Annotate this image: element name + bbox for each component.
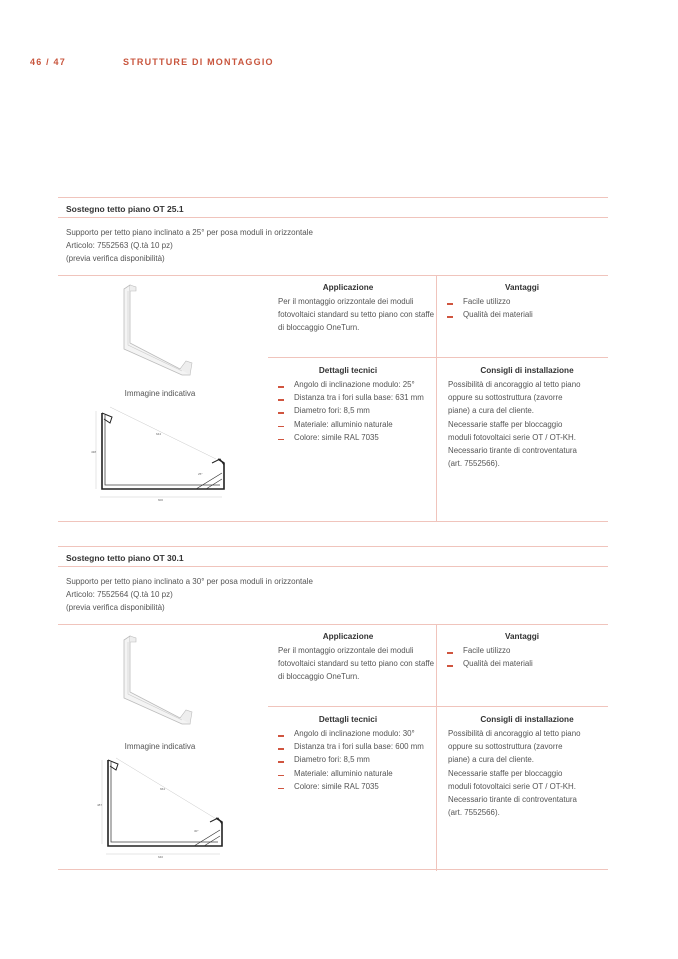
bullet-dash-icon xyxy=(278,386,284,388)
svg-text:487: 487 xyxy=(97,803,103,807)
product-photo xyxy=(116,283,206,378)
list-item xyxy=(278,780,424,793)
consigli-line: (art. 7552566). xyxy=(448,808,500,818)
dettagli-tecnici-title: Dettagli tecnici xyxy=(318,715,378,724)
vantaggi-list xyxy=(447,295,533,321)
list-item-text: Diametro fori: 8,5 mm xyxy=(294,755,370,765)
list-item xyxy=(278,767,424,780)
consigli-line: (art. 7552566). xyxy=(448,459,500,469)
list-item-text: Colore: simile RAL 7035 xyxy=(294,781,379,791)
page-numbers: 46 / 47 xyxy=(30,57,66,67)
list-item-text: Qualità dei materiali xyxy=(463,659,533,669)
vantaggi-title: Vantaggi xyxy=(504,632,540,641)
applicazione-text: Per il montaggio orizzontale dei moduli fotovoltaici standard su tetto piano con staffe di bloccaggio OneTurn. xyxy=(278,297,435,333)
article-number: Articolo: 7552564 (Q.tà 10 pz) xyxy=(66,590,173,599)
product-description xyxy=(66,575,313,614)
svg-text:644: 644 xyxy=(156,432,162,436)
applicazione-text: Per il montaggio orizzontale dei moduli fotovoltaici standard su tetto piano con staffe di bloccaggio OneTurn. xyxy=(278,646,435,682)
bullet-dash-icon xyxy=(278,439,284,441)
list-item xyxy=(447,657,533,670)
product-title: Sostegno tetto piano OT 30.1 xyxy=(66,553,184,563)
image-caption: Immagine indicativa xyxy=(124,742,196,751)
bullet-dash-icon xyxy=(447,665,453,667)
svg-text:25°: 25° xyxy=(198,472,203,476)
availability-note: (previa verifica disponibilità) xyxy=(66,603,165,612)
list-item xyxy=(447,308,533,321)
bullet-dash-icon xyxy=(278,412,284,414)
product-description xyxy=(66,226,313,265)
divider xyxy=(58,217,608,218)
consigli-line: piane) a cura del cliente. xyxy=(448,755,534,765)
consigli-text xyxy=(448,727,580,819)
list-item xyxy=(278,727,424,740)
dettagli-tecnici-list xyxy=(278,378,424,444)
list-item-text: Colore: simile RAL 7035 xyxy=(294,432,379,442)
list-item-text: Angolo di inclinazione modulo: 25° xyxy=(294,380,415,389)
divider xyxy=(58,197,608,198)
consigli-line: Necessarie staffe per bloccaggio xyxy=(448,419,563,429)
list-item xyxy=(278,378,424,391)
consigli-line: oppure su sottostruttura (zavorre xyxy=(448,742,563,752)
article-number: Articolo: 7552563 (Q.tà 10 pz) xyxy=(66,241,173,250)
consigli-title: Consigli di installazione xyxy=(480,366,574,375)
list-item xyxy=(447,295,533,308)
applicazione-title: Applicazione xyxy=(322,632,374,641)
list-item xyxy=(278,418,424,431)
list-item-text: Qualità dei materiali xyxy=(463,310,533,320)
list-item-text: Materiale: alluminio naturale xyxy=(294,419,393,429)
consigli-line: Necessarie staffe per bloccaggio xyxy=(448,768,563,778)
list-item-text: Distanza tra i fori sulla base: 631 mm xyxy=(294,393,424,403)
bullet-dash-icon xyxy=(278,426,284,428)
product-photo xyxy=(116,634,206,729)
bullet-dash-icon xyxy=(278,735,284,737)
divider xyxy=(58,566,608,567)
description-line: Supporto per tetto piano inclinato a 30° per posa moduli in orizzontale xyxy=(66,577,313,586)
consigli-line: moduli fotovoltaici serie OT / OT-KH. xyxy=(448,781,576,791)
image-caption: Immagine indicativa xyxy=(124,389,196,398)
list-item xyxy=(278,391,424,404)
availability-note: (previa verifica disponibilità) xyxy=(66,254,165,263)
consigli-line: oppure su sottostruttura (zavorre xyxy=(448,393,563,403)
svg-text:664: 664 xyxy=(160,787,166,791)
list-item xyxy=(278,431,424,444)
bullet-dash-icon xyxy=(278,775,284,777)
bullet-dash-icon xyxy=(278,399,284,401)
list-item-text: Angolo di inclinazione modulo: 30° xyxy=(294,729,415,738)
svg-text:600: 600 xyxy=(158,498,164,502)
divider xyxy=(58,521,608,522)
product-ot-25-1 xyxy=(58,197,608,522)
svg-text:30°: 30° xyxy=(194,829,199,833)
consigli-line: Necessario tirante di controventatura xyxy=(448,795,577,805)
product-ot-30-1 xyxy=(58,546,608,871)
bullet-dash-icon xyxy=(278,788,284,790)
description-line: Supporto per tetto piano inclinato a 25° per posa moduli in orizzontale xyxy=(66,228,313,237)
consigli-title: Consigli di installazione xyxy=(480,715,574,724)
bullet-dash-icon xyxy=(447,316,453,318)
list-item xyxy=(278,404,424,417)
list-item-text: Materiale: alluminio naturale xyxy=(294,768,393,778)
divider xyxy=(58,624,608,625)
divider xyxy=(58,275,608,276)
bullet-dash-icon xyxy=(278,748,284,750)
svg-text:438: 438 xyxy=(91,450,97,454)
consigli-line: Possibilità di ancoraggio al tetto piano xyxy=(448,729,581,738)
vantaggi-list xyxy=(447,644,533,670)
bullet-dash-icon xyxy=(278,761,284,763)
list-item-text: Diametro fori: 8,5 mm xyxy=(294,406,370,416)
applicazione-title: Applicazione xyxy=(322,283,374,292)
bullet-dash-icon xyxy=(447,652,453,654)
section-title: STRUTTURE DI MONTAGGIO xyxy=(123,57,274,67)
dettagli-tecnici-list xyxy=(278,727,424,793)
product-title: Sostegno tetto piano OT 25.1 xyxy=(66,204,184,214)
divider xyxy=(58,546,608,547)
list-item xyxy=(447,644,533,657)
consigli-line: moduli fotovoltaici serie OT / OT-KH. xyxy=(448,432,576,442)
list-item xyxy=(278,740,424,753)
dettagli-tecnici-title: Dettagli tecnici xyxy=(318,366,378,375)
vantaggi-title: Vantaggi xyxy=(504,283,540,292)
technical-drawing xyxy=(88,405,238,505)
bullet-dash-icon xyxy=(447,303,453,305)
list-item-text: Distanza tra i fori sulla base: 600 mm xyxy=(294,742,424,752)
consigli-line: piane) a cura del cliente. xyxy=(448,406,534,416)
list-item-text: Facile utilizzo xyxy=(463,297,511,306)
consigli-line: Possibilità di ancoraggio al tetto piano xyxy=(448,380,581,389)
technical-drawing xyxy=(94,754,244,860)
divider xyxy=(268,357,608,358)
list-item-text: Facile utilizzo xyxy=(463,646,511,655)
divider xyxy=(268,706,608,707)
svg-text:640: 640 xyxy=(158,855,164,859)
divider xyxy=(58,869,608,870)
consigli-line: Necessario tirante di controventatura xyxy=(448,446,577,456)
consigli-text xyxy=(448,378,580,470)
list-item xyxy=(278,753,424,766)
